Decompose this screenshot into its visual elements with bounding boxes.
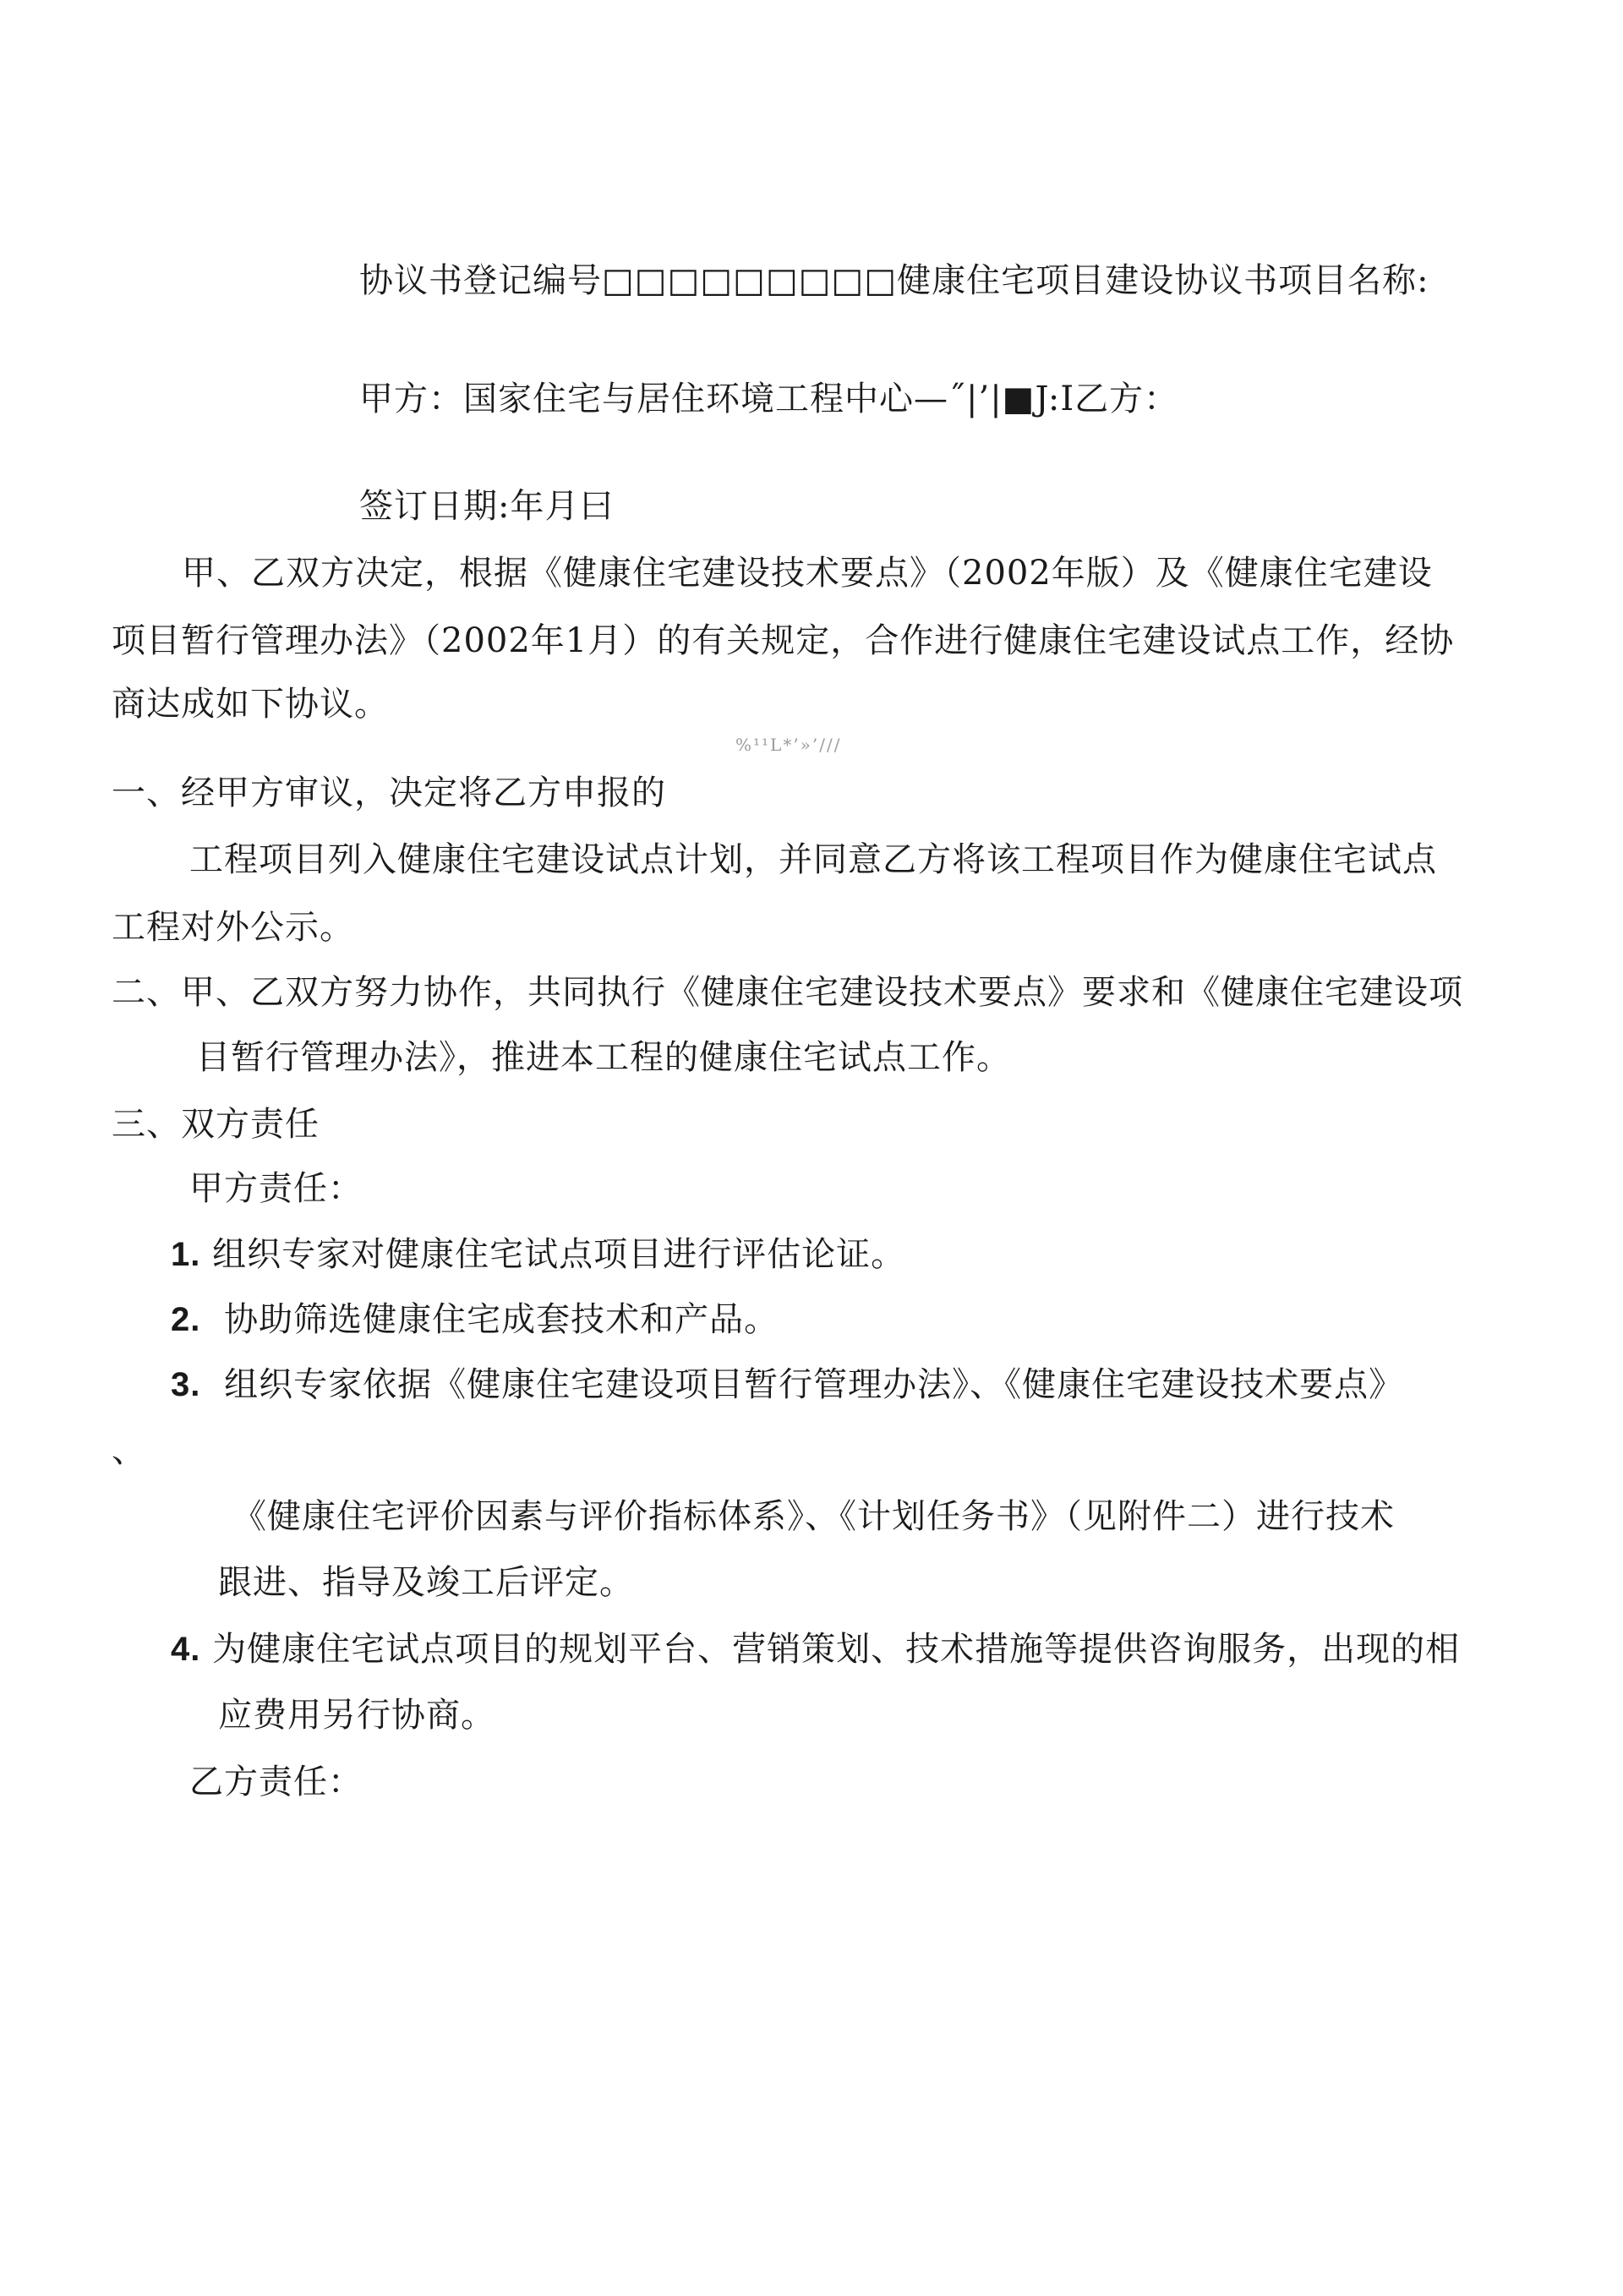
registration-line: 协议书登记编号□□□□□□□□□健康住宅项目建设协议书项目名称:: [359, 261, 1429, 300]
intro-paragraph-line-1: 甲、乙双方决定，根据《健康住宅建设技术要点》（2002年版）及《健康住宅建设: [182, 554, 1433, 593]
item-text: 组织专家依据《健康住宅建设项目暂行管理办法》、《健康住宅建设技术要点》: [224, 1365, 1404, 1404]
party-a-responsibilities-title: 甲方责任：: [189, 1169, 363, 1208]
intro-paragraph-line-2: 项目暂行管理办法》（2002年1月）的有关规定，合作进行健康住宅建设试点工作，经协: [112, 621, 1455, 660]
party-a-item-4: [171, 1627, 1460, 1671]
party-a-item-4-continuation: 应费用另行协商。: [218, 1696, 495, 1735]
party-a-item-1: [171, 1233, 905, 1276]
party-a-item-3: [171, 1363, 1403, 1407]
party-a-item-3-continuation-2: 跟进、指导及竣工后评定。: [218, 1563, 634, 1602]
faint-stamp-text: %¹¹L*’»’///: [735, 735, 842, 755]
section-1-body-line-2: 工程对外公示。: [112, 908, 354, 947]
section-3-heading: 三、双方责任: [112, 1105, 320, 1144]
item-text: 协助筛选健康住宅成套技术和产品。: [224, 1300, 779, 1339]
signing-date-line: 签订日期:年月曰: [359, 487, 615, 526]
section-2-line-1: 二、甲、乙双方努力协作，共同执行《健康住宅建设技术要点》要求和《健康住宅建设项: [112, 973, 1463, 1012]
intro-paragraph-line-3: 商达成如下协议。: [112, 685, 389, 724]
item-number: 2.: [171, 1301, 201, 1338]
item-number: 3.: [171, 1366, 201, 1403]
section-1-body-line-1: 工程项目列入健康住宅建设试点计划，并同意乙方将该工程项目作为健康住宅试点: [189, 840, 1437, 879]
item-text: 为健康住宅试点项目的规划平台、营销策划、技术措施等提供咨询服务，出现的相: [212, 1630, 1461, 1669]
section-2-line-2: 目暂行管理办法》，推进本工程的健康住宅试点工作。: [196, 1038, 1011, 1077]
party-a-item-2: [171, 1298, 779, 1342]
party-b-responsibilities-title: 乙方责任：: [189, 1763, 363, 1801]
item-number: 1.: [171, 1236, 201, 1273]
stray-punctuation: 、: [112, 1431, 146, 1470]
section-1-heading: 一、经甲方审议，决定将乙方申报的: [112, 774, 666, 812]
item-number: 4.: [171, 1631, 201, 1668]
item-text: 组织专家对健康住宅试点项目进行评估论证。: [212, 1235, 906, 1274]
party-line: 甲方：国家住宅与居住环境工程中心—˝|’|■J:I乙方：: [359, 380, 1179, 418]
party-a-item-3-continuation-1: 《健康住宅评价因素与评价指标体系》、《计划任务书》（见附件二）进行技术: [232, 1497, 1395, 1536]
